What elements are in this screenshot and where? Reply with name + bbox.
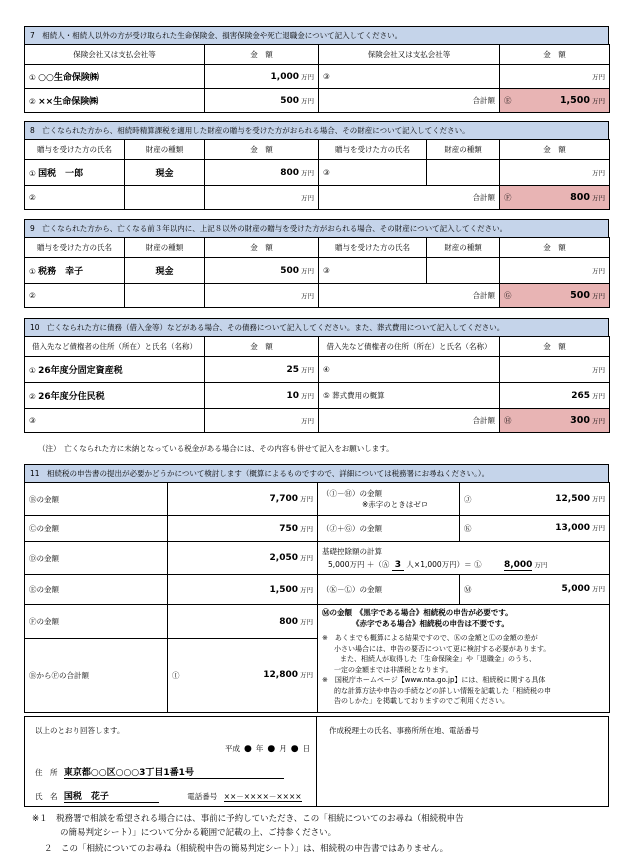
address-row: 住 所 東京都○○区○○○3丁目1番1号 xyxy=(35,765,284,778)
note-1-line-b: の簡易判定シート）」について分かる範囲で記載の上、ご持参ください。 xyxy=(60,828,337,838)
col-amount-2: 金 額 xyxy=(500,45,610,65)
section-11-table xyxy=(24,482,610,713)
s7-row2-name: ② ××生命保険㈱ xyxy=(25,89,205,113)
col-person-2: 贈与を受けた方の氏名 xyxy=(319,238,427,258)
section-10-table xyxy=(24,336,610,433)
s8-row3-person: ③ xyxy=(319,160,427,186)
col-amount-2: 金 額 xyxy=(500,140,610,160)
s11-k-formula: （Ⓙ＋Ⓖ）の金額 xyxy=(318,516,460,542)
s11-remark5: ※ 国税庁ホームページ【www.nta.go.jp】には、相続税に関する具体 xyxy=(322,676,546,684)
s11-sum-amount: Ⓘ 12,800 万円 xyxy=(168,639,318,713)
s7-total-label: 合計額 xyxy=(319,89,500,113)
s11-m-formula: （Ⓚ－Ⓛ）の金額 xyxy=(318,575,460,605)
col-amount-2: 金 額 xyxy=(500,238,610,258)
section-8-table xyxy=(24,139,610,210)
note-2: ２ この「相続についてのお尋ね（相続税申告の簡易判定シート）」は、相続税の申告書ではありません。 xyxy=(44,844,449,854)
col-kind: 財産の種類 xyxy=(125,238,205,258)
col-creditor: 借入先など債権者の住所（所在）と氏名（名称） xyxy=(25,337,205,357)
s9-row1-amount: 500 万円 xyxy=(205,258,319,284)
col-person: 贈与を受けた方の氏名 xyxy=(25,238,125,258)
name-value: 国税 花子 xyxy=(64,792,159,803)
s11-c-amount: 750 万円 xyxy=(168,516,318,542)
section-9-table xyxy=(24,237,610,308)
s11-j-formula: （Ⓘ－Ⓗ）の金額 ※赤字のときはゼロ xyxy=(318,483,460,516)
s9-row3-person: ③ xyxy=(319,258,427,284)
s7-row1-amount: 1,000 万円 xyxy=(205,65,319,89)
s8-row2-kind xyxy=(125,186,205,210)
s11-k-amount: Ⓚ 13,000 万円 xyxy=(460,516,610,542)
col-company-2: 保険会社又は支払会社等 xyxy=(319,45,500,65)
s9-total-amount: Ⓖ 500 万円 xyxy=(500,284,610,308)
s11-remark7: 告のしかた」を掲載しておりますのでご利用ください。 xyxy=(334,697,509,705)
s11-d-amount: 2,050 万円 xyxy=(168,542,318,575)
s11-d-label: Ⓓの金額 xyxy=(25,542,168,575)
s9-row2-person: ② xyxy=(25,284,125,308)
s7-total-amount: Ⓔ 1,500 万円 xyxy=(500,89,610,113)
s7-row2-amount: 500 万円 xyxy=(205,89,319,113)
s11-f-label: Ⓕの金額 xyxy=(25,605,168,639)
col-company: 保険会社又は支払会社等 xyxy=(25,45,205,65)
s7-row1-name: ① ○○生命保険㈱ xyxy=(25,65,205,89)
s9-row3-kind xyxy=(427,258,500,284)
s8-row2-amount: 万円 xyxy=(205,186,319,210)
col-person-2: 贈与を受けた方の氏名 xyxy=(319,140,427,160)
s11-remark3: また、相続人が取得した「生命保険金」や「退職金」のうち、 xyxy=(340,655,536,663)
col-amount: 金 額 xyxy=(205,238,319,258)
s10-row2-name: ② 26年度分住民税 xyxy=(25,383,205,409)
section-10-header: 10 亡くなられた方に債務（借入金等）などがある場合、その債務について記入してください。また、葬式費用について記入してください。 xyxy=(24,318,609,337)
s11-m-note2: 《赤字である場合》相続税の申告は不要です。 xyxy=(352,618,509,628)
section-9-header: 9 亡くなられた方から、亡くなる前３年以内に、上記８以外の財産の贈与を受けた方がおられる場合、その財産について記入してください。 xyxy=(24,219,609,238)
s11-j-amount: Ⓙ 12,500 万円 xyxy=(460,483,610,516)
s8-row1-person: ① 国税 一郎 xyxy=(25,160,125,186)
s11-c-label: Ⓒの金額 xyxy=(25,516,168,542)
s11-l-calc: 基礎控除額の計算 5,000万円 ＋（Ⓐ 3 人×1,000万円）＝ Ⓛ 8,000 万円 xyxy=(318,542,610,575)
col-amount-2: 金 額 xyxy=(500,337,610,357)
s9-row1-person: ① 税務 幸子 xyxy=(25,258,125,284)
s11-remark2: 小さい場合には、申告の要否について更に検討する必要があります。 xyxy=(334,644,551,653)
col-creditor-2: 借入先など債権者の住所（所在）と氏名（名称） xyxy=(319,337,500,357)
answer-divider xyxy=(316,717,317,806)
tel-value: ××－××××－×××× xyxy=(223,792,302,801)
s11-remark1: ※ あくまでも概算による結果ですので、Ⓚの金額とⓁの金額の差が xyxy=(322,634,538,642)
s7-row3-name: ③ xyxy=(319,65,500,89)
s11-m-note1: Ⓜの金額 《黒字である場合》相続税の申告が必要です。 xyxy=(322,608,513,617)
s8-total-amount: Ⓕ 800 万円 xyxy=(500,186,610,210)
s10-row4-name: ④ xyxy=(319,357,500,383)
s9-row1-kind: 現金 xyxy=(125,258,205,284)
s9-total-label: 合計額 xyxy=(319,284,500,308)
answer-box xyxy=(24,716,609,807)
s10-row5-name: ⑤ 葬式費用の概算 xyxy=(319,383,500,409)
s8-row3-amount: 万円 xyxy=(500,160,610,186)
s10-note: （注） 亡くなられた方に未納となっている税金がある場合には、その内容も併せて記入をお願いします。 xyxy=(38,444,394,453)
s11-remark4: 一定の金額までは非課税となります。 xyxy=(334,665,453,674)
s11-e-label: Ⓔの金額 xyxy=(25,575,168,605)
s10-row2-amount: 10 万円 xyxy=(205,383,319,409)
s7-row3-amount: 万円 xyxy=(500,65,610,89)
s11-f-amount: 800 万円 xyxy=(168,605,318,639)
s11-e-amount: 1,500 万円 xyxy=(168,575,318,605)
tax-accountant-label: 作成税理士の氏名、事務所所在地、電話番号 xyxy=(329,726,479,735)
note-1-line-a: ※１ 税務署で相談を希望される場合には、事前に予約していただき、この「相続についてのお尋ね（相続税申告 xyxy=(32,814,464,824)
s9-row2-amount: 万円 xyxy=(205,284,319,308)
address-value: 東京都○○区○○○3丁目1番1号 xyxy=(64,768,284,779)
s11-m-notes xyxy=(318,605,610,713)
section-8-header: 8 亡くなられた方から、相続時精算課税を適用した財産の贈与を受けた方がおられる場合、その財産について記入してください。 xyxy=(24,121,609,140)
s10-total-amount: Ⓗ 300 万円 xyxy=(500,409,610,433)
s8-row2-person: ② xyxy=(25,186,125,210)
s8-row1-kind: 現金 xyxy=(125,160,205,186)
s10-row1-amount: 25 万円 xyxy=(205,357,319,383)
s10-row3-name: ③ xyxy=(25,409,205,433)
s10-total-label: 合計額 xyxy=(319,409,500,433)
s10-row4-amount: 万円 xyxy=(500,357,610,383)
s11-b-label: Ⓑの金額 xyxy=(25,483,168,516)
col-amount: 金 額 xyxy=(205,45,319,65)
section-7-table xyxy=(24,44,610,113)
s11-sum-label: ⒷからⒻの合計額 xyxy=(25,639,168,713)
col-kind-2: 財産の種類 xyxy=(427,140,500,160)
s10-row3-amount: 万円 xyxy=(205,409,319,433)
s8-row3-kind xyxy=(427,160,500,186)
name-row: 氏 名 国税 花子 電話番号 ××－××××－×××× xyxy=(35,792,302,802)
s8-total-label: 合計額 xyxy=(319,186,500,210)
s10-row1-name: ① 26年度分固定資産税 xyxy=(25,357,205,383)
col-kind-2: 財産の種類 xyxy=(427,238,500,258)
section-11-header: 11 相続税の申告書の提出が必要かどうかについて検討します（概算によるものですので、詳細については税務署にお尋ねください。）。 xyxy=(24,464,609,483)
col-kind: 財産の種類 xyxy=(125,140,205,160)
s9-row2-kind xyxy=(125,284,205,308)
answer-text: 以上のとおり回答します。 xyxy=(35,726,125,735)
s11-m-amount: Ⓜ 5,000 万円 xyxy=(460,575,610,605)
s11-remark6: 的な計算方法や申告の手続などの詳しい情報を記載した「相続税の申 xyxy=(334,686,551,695)
answer-date: 平成 ● 年 ● 月 ● 日 xyxy=(225,744,311,754)
col-amount: 金 額 xyxy=(205,337,319,357)
s9-row3-amount: 万円 xyxy=(500,258,610,284)
section-7-header: 7 相続人・相続人以外の方が受け取られた生命保険金、損害保険金や死亡退職金について記入してください。 xyxy=(24,26,609,45)
s11-b-amount: 7,700 万円 xyxy=(168,483,318,516)
s8-row1-amount: 800 万円 xyxy=(205,160,319,186)
col-amount: 金 額 xyxy=(205,140,319,160)
s10-row5-amount: 265 万円 xyxy=(500,383,610,409)
col-person: 贈与を受けた方の氏名 xyxy=(25,140,125,160)
